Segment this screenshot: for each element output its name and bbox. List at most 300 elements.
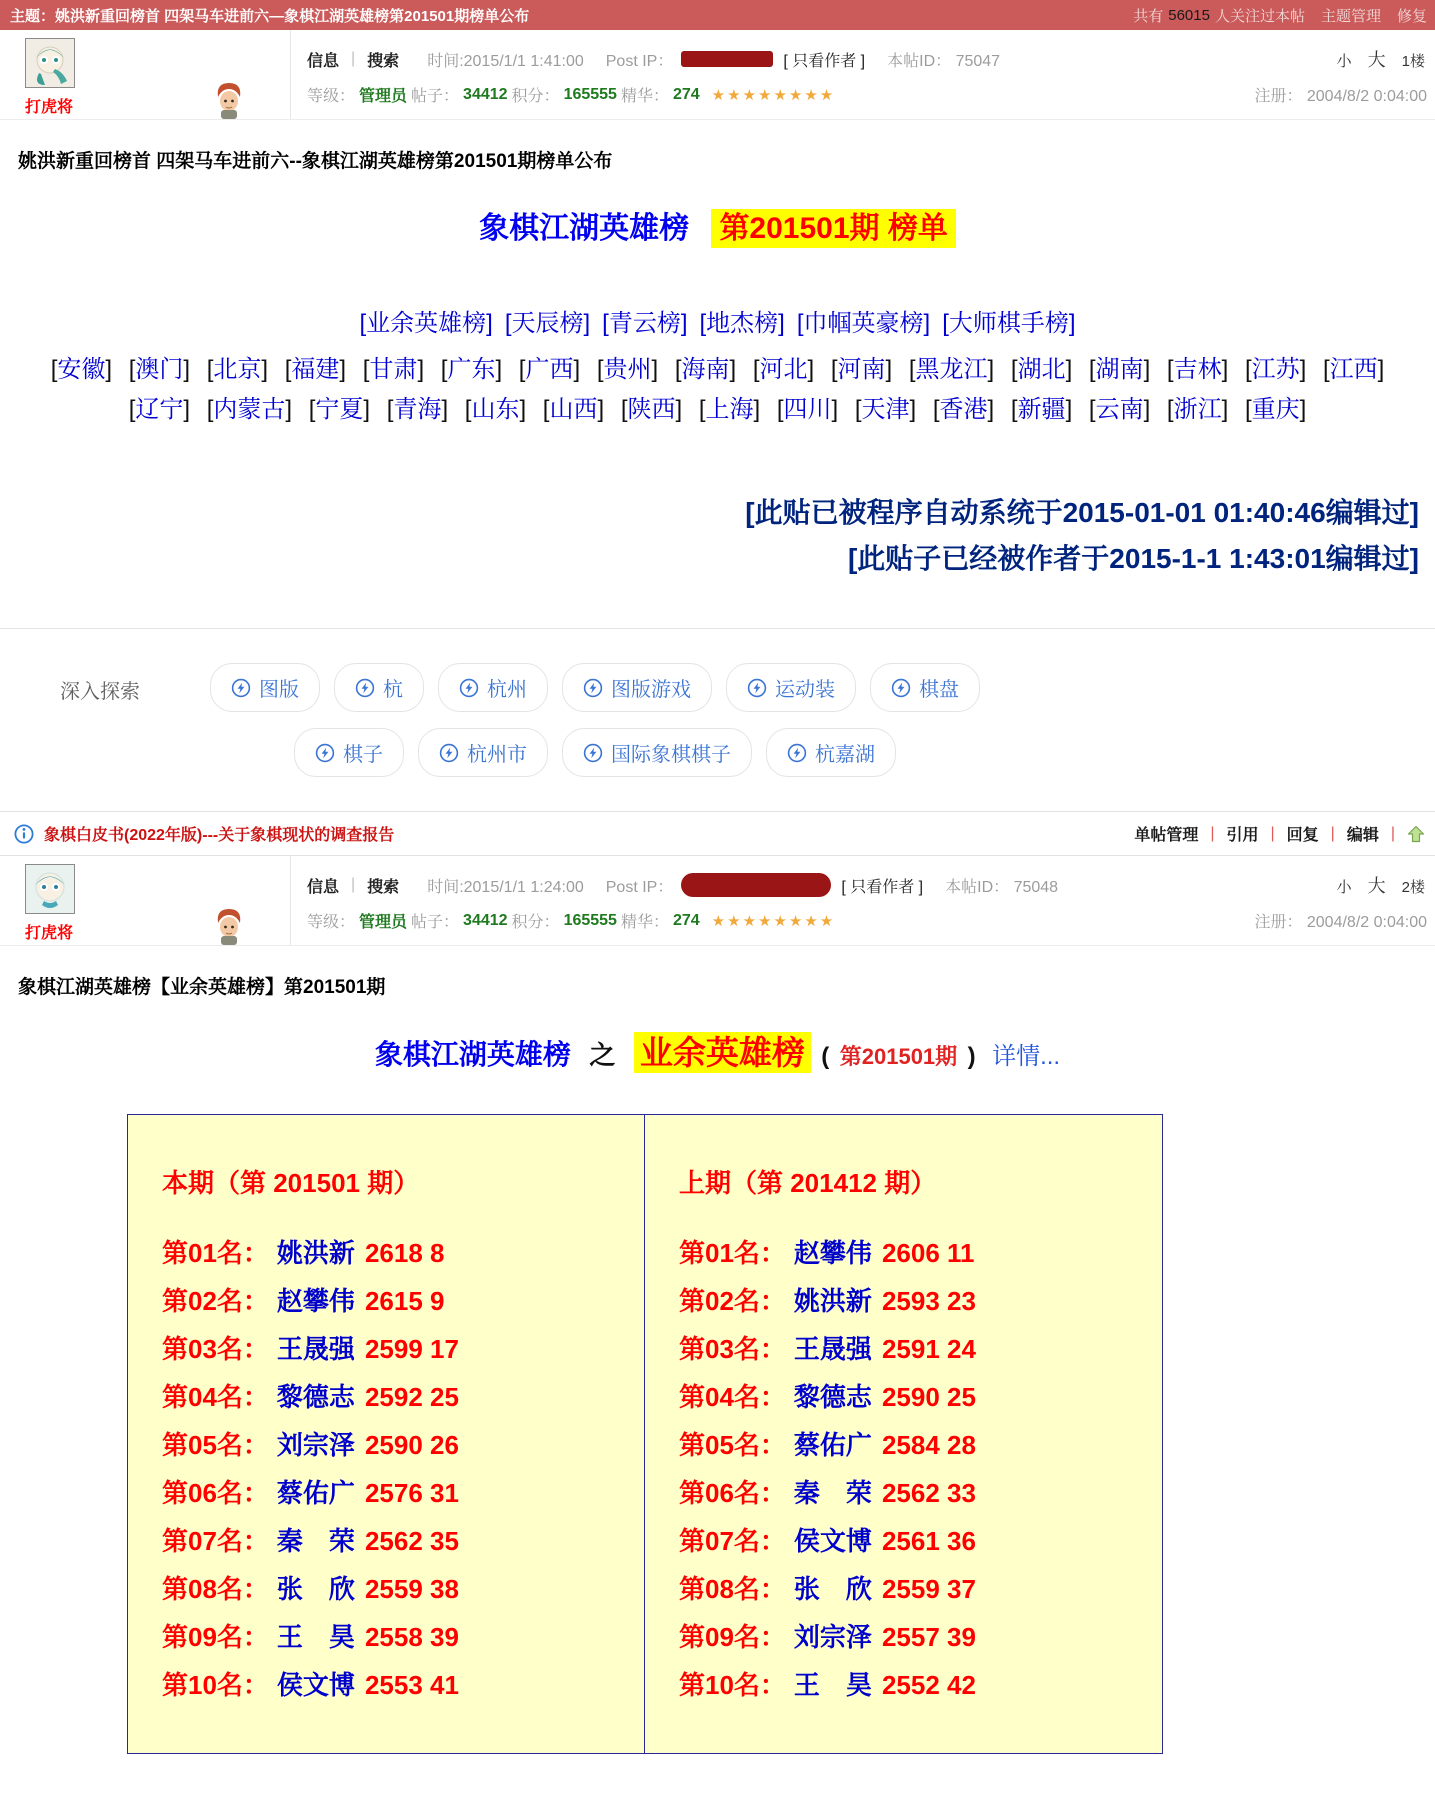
board-link[interactable]: [业余英雄榜]	[359, 310, 493, 337]
province-name: 北京	[213, 356, 262, 383]
province-link[interactable]	[207, 356, 268, 383]
bracket: ]	[987, 356, 995, 383]
rank-score: 2591 24	[881, 1334, 976, 1364]
action-separator: |	[1270, 824, 1275, 842]
explore-tag[interactable]	[870, 663, 980, 712]
detail-link[interactable]: 详情...	[992, 1043, 1061, 1070]
current-period-header: 本期（第 201501 期）	[162, 1168, 420, 1198]
post1-user-panel	[0, 30, 291, 119]
province-name: 甘肃	[369, 356, 418, 383]
province-name: 宁夏	[315, 396, 364, 423]
subtitle-board-series: 象棋江湖英雄榜	[374, 1039, 571, 1070]
province-link[interactable]	[543, 396, 604, 423]
province-link[interactable]	[909, 356, 994, 383]
player-name: 赵攀伟	[793, 1238, 872, 1268]
bracket: ]	[1143, 396, 1151, 423]
province-name: 辽宁	[135, 396, 184, 423]
rank-score: 2606 11	[881, 1238, 975, 1268]
explore-tag[interactable]	[562, 663, 712, 712]
province-name: 贵州	[603, 356, 652, 383]
province-link[interactable]	[285, 356, 346, 383]
bracket: ]	[519, 396, 527, 423]
player-name: 张 欣	[793, 1574, 872, 1604]
secondary-avatar	[214, 81, 244, 119]
register-date: 注册： 2004/8/2 0:04:00	[1254, 914, 1427, 931]
rank-row	[162, 1565, 634, 1613]
rank-label: 第01名：	[679, 1238, 786, 1268]
bracket: ]	[1377, 356, 1385, 383]
explore-tag[interactable]	[726, 663, 856, 712]
bracket: [	[206, 356, 214, 383]
rank-label: 第07名：	[679, 1526, 786, 1556]
province-link[interactable]	[309, 396, 370, 423]
bracket: [	[1166, 356, 1174, 383]
bracket: [	[128, 356, 136, 383]
rank-label: 第09名：	[679, 1622, 786, 1652]
rank-row	[679, 1325, 1152, 1373]
province-name: 河北	[759, 356, 808, 383]
rank-score: 2562 33	[881, 1478, 976, 1508]
player-name: 侯文博	[276, 1670, 355, 1700]
province-name: 山西	[549, 396, 598, 423]
explore-tag-label: 图版	[259, 679, 299, 701]
edit-note-author: [此贴子已经被作者于2015-1-1 1:43:01编辑过]	[847, 543, 1419, 574]
province-name: 湖南	[1095, 356, 1144, 383]
font-large-button[interactable]: 大	[1367, 876, 1386, 896]
province-link[interactable]	[1011, 356, 1072, 383]
bracket: [	[362, 356, 370, 383]
heading-issue-highlight: 第201501期 榜单	[711, 209, 955, 248]
up-arrow-icon	[1407, 825, 1425, 843]
font-small-button[interactable]: 小	[1336, 879, 1352, 896]
notice-bar	[0, 811, 1435, 856]
post-action-link[interactable]: 单帖管理	[1134, 827, 1199, 844]
rank-row	[679, 1661, 1152, 1709]
rank-row	[679, 1229, 1152, 1277]
board-link[interactable]: [青云榜]	[602, 310, 688, 337]
subtitle-board-highlight: 业余英雄榜	[634, 1032, 811, 1073]
player-name: 蔡佑广	[276, 1478, 355, 1508]
rank-row	[679, 1469, 1152, 1517]
bracket: ]	[1299, 356, 1307, 383]
bracket: ]	[807, 356, 815, 383]
font-small-button[interactable]: 小	[1336, 53, 1352, 70]
board-link[interactable]: [地杰榜]	[699, 310, 785, 337]
rank-row	[162, 1421, 634, 1469]
rank-label: 第06名：	[162, 1478, 269, 1508]
bracket: [	[1166, 396, 1174, 423]
province-link[interactable]	[831, 356, 892, 383]
post-time: 时间:2015/1/1 1:24:00	[427, 878, 584, 896]
current-period-column	[128, 1115, 645, 1753]
rank-row	[679, 1373, 1152, 1421]
paren-close: )	[967, 1043, 976, 1070]
explore-tag-label: 杭	[383, 679, 403, 701]
post-time: 时间:2015/1/1 1:41:00	[427, 52, 584, 70]
province-name: 澳门	[135, 356, 184, 383]
rank-label: 第09名：	[162, 1622, 269, 1652]
player-name: 蔡佑广	[793, 1430, 872, 1460]
post2-body	[0, 946, 1435, 1800]
player-name: 王 昊	[276, 1622, 355, 1652]
province-name: 黑龙江	[915, 356, 988, 383]
province-name: 新疆	[1017, 396, 1066, 423]
board-link[interactable]: [巾帼英豪榜]	[796, 310, 931, 337]
bracket: ]	[285, 396, 293, 423]
post-id: 本帖ID： 75048	[945, 878, 1059, 896]
player-name: 刘宗泽	[793, 1622, 872, 1652]
font-large-button[interactable]: 大	[1367, 50, 1386, 70]
notice-link[interactable]: 象棋白皮书(2022年版)---关于象棋现状的调查报告	[44, 827, 395, 844]
province-name: 青海	[393, 396, 442, 423]
username[interactable]: 打虎将	[25, 925, 74, 942]
bracket: [	[854, 396, 862, 423]
previous-period-header: 上期（第 201412 期）	[679, 1168, 937, 1198]
post-action-link[interactable]: 引用	[1226, 827, 1259, 844]
bracket: [	[1244, 356, 1252, 383]
explore-tag[interactable]	[438, 663, 548, 712]
province-link[interactable]	[465, 396, 526, 423]
bracket: [	[542, 396, 550, 423]
explore-tag[interactable]	[294, 728, 404, 777]
province-link[interactable]	[699, 396, 760, 423]
explore-tag[interactable]	[562, 728, 752, 777]
rank-label: 第04名：	[679, 1382, 786, 1412]
explore-section	[0, 629, 1435, 787]
rank-score: 2559 37	[881, 1574, 976, 1604]
repair-link[interactable]: 修复	[1396, 7, 1427, 25]
rank-label: 第08名：	[162, 1574, 269, 1604]
points-value: 165555	[563, 85, 617, 103]
rank-label: 第08名：	[679, 1574, 786, 1604]
province-link[interactable]	[933, 396, 994, 423]
province-link[interactable]	[855, 396, 916, 423]
bracket: [	[1322, 356, 1330, 383]
board-link[interactable]: [大师棋手榜]	[942, 310, 1076, 337]
floor-label: 2楼	[1401, 879, 1425, 896]
topic-manage-link[interactable]: 主题管理	[1320, 7, 1381, 25]
post-action-link[interactable]: 编辑	[1346, 827, 1379, 844]
province-link[interactable]	[621, 396, 682, 423]
bracket: [	[1244, 396, 1252, 423]
level-label: 等级：	[307, 88, 356, 105]
rank-score: 2593 23	[881, 1286, 976, 1316]
province-name: 天津	[861, 396, 910, 423]
player-name: 王晟强	[793, 1334, 872, 1364]
bracket: [	[386, 396, 394, 423]
discover-icon	[787, 743, 807, 763]
province-links-row	[0, 350, 1435, 430]
province-name: 云南	[1095, 396, 1144, 423]
post-ip-label: Post IP：	[605, 52, 674, 70]
player-name: 王晟强	[276, 1334, 355, 1364]
essence-value: 274	[672, 911, 700, 929]
bracket: [	[308, 396, 316, 423]
province-link[interactable]	[363, 356, 424, 383]
action-separator: |	[1210, 824, 1215, 842]
view-author-link[interactable]: [ 只看作者 ]	[783, 52, 866, 70]
level-label: 等级：	[307, 914, 356, 931]
post2-user-panel	[0, 856, 291, 945]
post2-meta-panel	[291, 856, 1435, 945]
bracket: ]	[1065, 356, 1073, 383]
discover-icon	[583, 678, 603, 698]
post-actions	[1128, 822, 1425, 845]
player-name: 黎德志	[793, 1382, 872, 1412]
explore-tag-label: 杭州市	[467, 744, 527, 766]
province-name: 陕西	[627, 396, 676, 423]
bracket: [	[830, 356, 838, 383]
discover-icon	[747, 678, 767, 698]
view-author-link[interactable]: [ 只看作者 ]	[841, 878, 924, 896]
province-name: 吉林	[1173, 356, 1222, 383]
paren-open: (	[821, 1043, 830, 1070]
board-link[interactable]: [天辰榜]	[504, 310, 591, 337]
province-link[interactable]	[129, 356, 190, 383]
bracket: [	[1088, 356, 1096, 383]
rank-score: 2561 36	[881, 1526, 976, 1556]
discover-icon	[891, 678, 911, 698]
province-link[interactable]	[597, 356, 658, 383]
bracket: ]	[753, 396, 761, 423]
search-link[interactable]: 搜索	[367, 52, 400, 70]
info-link[interactable]: 信息	[307, 878, 340, 896]
rank-label: 第05名：	[162, 1430, 269, 1460]
province-link[interactable]	[1323, 356, 1384, 383]
province-link[interactable]	[1089, 356, 1150, 383]
rank-label: 第10名：	[162, 1670, 269, 1700]
explore-tag-label: 国际象棋棋子	[611, 744, 731, 766]
rank-row	[162, 1613, 634, 1661]
bracket: [	[440, 356, 448, 383]
rank-row	[679, 1517, 1152, 1565]
province-link[interactable]	[441, 356, 502, 383]
province-name: 江苏	[1251, 356, 1300, 383]
bracket: ]	[1143, 356, 1151, 383]
bracket: ]	[1065, 396, 1073, 423]
rank-score: 2552 42	[881, 1670, 976, 1700]
explore-tag-label: 图版游戏	[611, 679, 691, 701]
action-separator: |	[1330, 824, 1335, 842]
province-link[interactable]	[1167, 396, 1228, 423]
rank-score: 2559 38	[364, 1574, 459, 1604]
rank-score: 2584 28	[881, 1430, 976, 1460]
province-link[interactable]	[753, 356, 814, 383]
avatar-image	[26, 865, 74, 913]
scroll-top-button[interactable]	[1407, 825, 1425, 843]
bottom-spacer	[0, 1754, 1435, 1800]
explore-tag[interactable]	[766, 728, 896, 777]
avatar[interactable]	[25, 864, 75, 914]
rank-label: 第10名：	[679, 1670, 786, 1700]
post1-heading	[0, 203, 1435, 247]
province-link[interactable]	[1245, 356, 1306, 383]
explore-tag[interactable]	[210, 663, 320, 712]
search-link[interactable]: 搜索	[367, 878, 400, 896]
bracket: ]	[597, 396, 605, 423]
post-action-link[interactable]: 回复	[1286, 827, 1319, 844]
bracket: ]	[105, 356, 113, 383]
rank-row	[162, 1373, 634, 1421]
province-link[interactable]	[1011, 396, 1072, 423]
subtitle-conjunction: 之	[589, 1040, 616, 1070]
player-name: 王 昊	[793, 1670, 872, 1700]
explore-tag-label: 棋子	[343, 744, 383, 766]
bracket: ]	[495, 356, 503, 383]
province-name: 福建	[291, 356, 340, 383]
province-name: 重庆	[1251, 396, 1300, 423]
discover-icon	[315, 743, 335, 763]
post1-title: 姚洪新重回榜首 四架马车进前六--象棋江湖英雄榜第201501期榜单公布	[18, 151, 613, 172]
username[interactable]: 打虎将	[25, 99, 74, 116]
explore-tag[interactable]	[418, 728, 548, 777]
rank-row	[162, 1661, 634, 1709]
bracket: [	[206, 396, 214, 423]
bracket: [	[1010, 356, 1018, 383]
province-name: 浙江	[1173, 396, 1222, 423]
bracket: ]	[363, 396, 371, 423]
edit-notes	[0, 490, 1435, 582]
province-name: 香港	[939, 396, 988, 423]
bracket: ]	[885, 356, 893, 383]
post-ip-label: Post IP：	[605, 878, 674, 896]
topic-stats	[1133, 5, 1427, 26]
level-value: 管理员	[359, 88, 408, 105]
bracket: ]	[651, 356, 659, 383]
province-link[interactable]	[777, 396, 838, 423]
follow-count: 56015	[1168, 6, 1210, 24]
star-rating: ★★★★★★★★	[711, 86, 836, 104]
province-name: 广西	[525, 356, 574, 383]
province-name: 河南	[837, 356, 886, 383]
bracket: [	[932, 396, 940, 423]
bracket: ]	[909, 396, 917, 423]
bracket: [	[752, 356, 760, 383]
bracket: ]	[573, 356, 581, 383]
discover-icon	[459, 678, 479, 698]
bracket: [	[620, 396, 628, 423]
bracket: ]	[987, 396, 995, 423]
bracket: [	[698, 396, 706, 423]
rank-row	[162, 1325, 634, 1373]
bracket: ]	[339, 356, 347, 383]
province-name: 江西	[1329, 356, 1378, 383]
essence-value: 274	[672, 85, 700, 103]
separator: |	[351, 876, 356, 893]
province-name: 广东	[447, 356, 496, 383]
posts-label: 帖子：	[411, 914, 460, 931]
bracket: [	[908, 356, 916, 383]
province-link[interactable]	[51, 356, 112, 383]
register-date: 注册： 2004/8/2 0:04:00	[1254, 88, 1427, 105]
explore-tag-label: 杭嘉湖	[815, 744, 875, 766]
province-link[interactable]	[129, 396, 190, 423]
explore-tag[interactable]	[334, 663, 424, 712]
province-link[interactable]	[675, 356, 736, 383]
level-value: 管理员	[359, 914, 408, 931]
essence-label: 精华：	[620, 914, 669, 931]
previous-period-column	[645, 1115, 1162, 1753]
post-id: 本帖ID： 75047	[887, 52, 1001, 70]
topic-bar	[0, 0, 1435, 30]
stats-suffix: 人关注过本帖	[1214, 7, 1305, 25]
rank-score: 2590 25	[881, 1382, 976, 1412]
stats-prefix: 共有	[1133, 7, 1164, 25]
board-links-row	[0, 303, 1435, 338]
post2-header	[0, 856, 1435, 946]
bracket: ]	[441, 396, 449, 423]
rank-label: 第04名：	[162, 1382, 269, 1412]
bracket: [	[518, 356, 526, 383]
province-name: 安徽	[57, 356, 106, 383]
rank-score: 2553 41	[364, 1670, 459, 1700]
bracket: ]	[1221, 396, 1229, 423]
discover-icon	[231, 678, 251, 698]
rank-score: 2576 31	[364, 1478, 459, 1508]
player-name: 姚洪新	[793, 1286, 872, 1316]
province-link[interactable]	[387, 396, 448, 423]
player-name: 张 欣	[276, 1574, 355, 1604]
ranking-table	[127, 1114, 1163, 1754]
points-label: 积分：	[511, 88, 560, 105]
explore-label: 深入探索	[60, 681, 140, 703]
rank-label: 第03名：	[679, 1334, 786, 1364]
bracket: [	[1010, 396, 1018, 423]
province-link[interactable]	[1245, 396, 1306, 423]
province-name: 上海	[705, 396, 754, 423]
post2-title: 象棋江湖英雄榜【业余英雄榜】第201501期	[18, 977, 386, 998]
post2-subtitle	[0, 1027, 1435, 1074]
rank-score: 2562 35	[364, 1526, 459, 1556]
rank-score: 2618 8	[364, 1238, 445, 1268]
province-link[interactable]	[1089, 396, 1150, 423]
discover-icon	[583, 743, 603, 763]
player-name: 赵攀伟	[276, 1286, 355, 1316]
bracket: ]	[729, 356, 737, 383]
province-link[interactable]	[207, 396, 292, 423]
bracket: [	[674, 356, 682, 383]
province-name: 湖北	[1017, 356, 1066, 383]
rank-score: 2557 39	[881, 1622, 976, 1652]
avatar-image	[26, 39, 74, 87]
bracket: [	[596, 356, 604, 383]
rank-row	[162, 1277, 634, 1325]
rank-row	[679, 1421, 1152, 1469]
province-name: 四川	[783, 396, 832, 423]
topic-title: 主题：姚洪新重回榜首 四架马车进前六—象棋江湖英雄榜第201501期榜单公布	[10, 7, 530, 25]
explore-tag-label: 杭州	[487, 679, 527, 701]
province-name: 内蒙古	[213, 396, 286, 423]
bracket: ]	[675, 396, 683, 423]
post1-body	[0, 120, 1435, 582]
rank-row	[162, 1517, 634, 1565]
rank-label: 第02名：	[679, 1286, 786, 1316]
info-link[interactable]: 信息	[307, 52, 340, 70]
bracket: [	[776, 396, 784, 423]
player-name: 刘宗泽	[276, 1430, 355, 1460]
bracket: [	[284, 356, 292, 383]
rank-row	[162, 1469, 634, 1517]
ip-redaction	[681, 51, 773, 67]
separator: |	[351, 50, 356, 67]
province-link[interactable]	[519, 356, 580, 383]
star-rating: ★★★★★★★★	[711, 912, 836, 930]
points-label: 积分：	[511, 914, 560, 931]
avatar[interactable]	[25, 38, 75, 88]
rank-score: 2615 9	[364, 1286, 445, 1316]
bracket: ]	[831, 396, 839, 423]
province-link[interactable]	[1167, 356, 1228, 383]
